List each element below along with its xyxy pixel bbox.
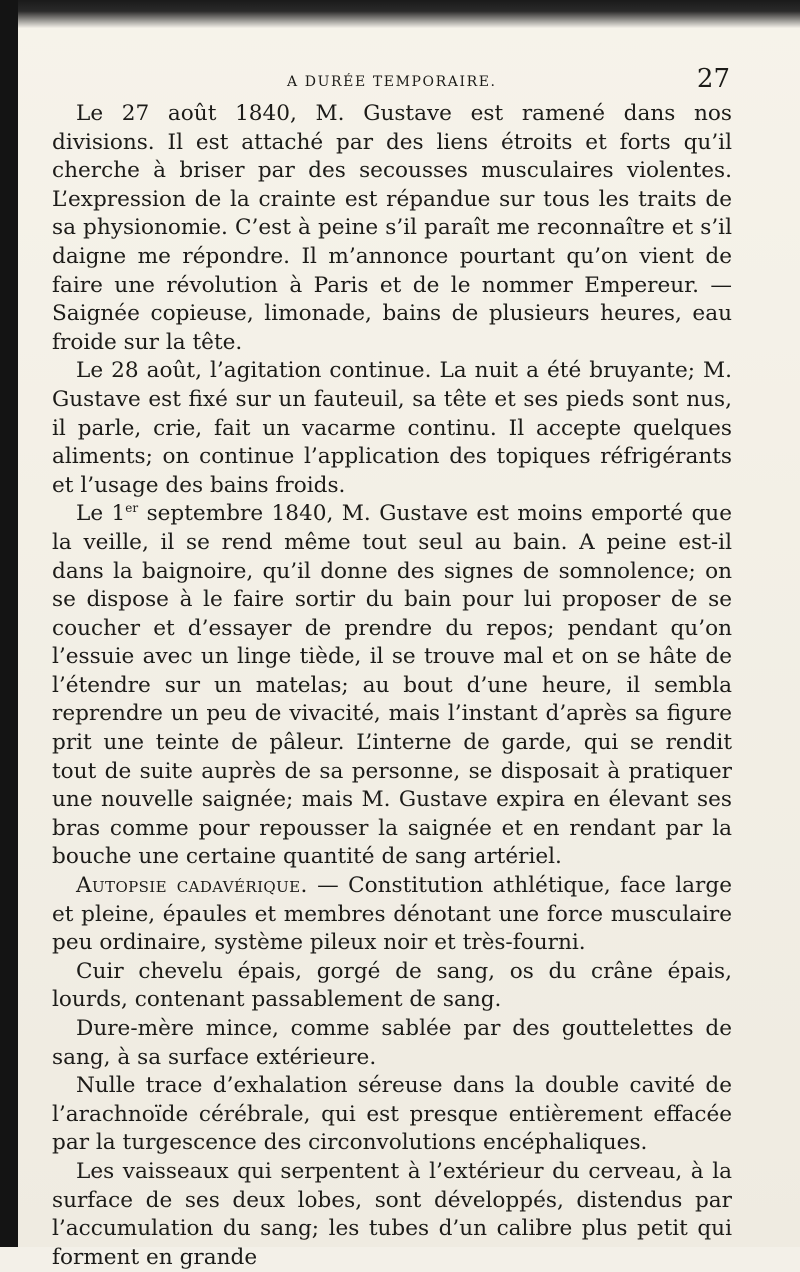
paragraph-2-text: Le 28 août, l’agitation continue. La nuit a été bruyante; M. Gustave est fixé sur un fauteuil, sa tête et ses pieds sont nus, il parle, crie, fait un vacarme continu. Il accepte quelques aliments; on continue l’application des topiques réfrigérants et l’usage des bains froids. <box>52 358 732 498</box>
paragraph-7-text: Nulle trace d’exhalation séreuse dans la double cavité de l’arachnoïde cérébrale, qui est presque entièrement effacée par la turgescence des circonvolutions encéphaliques. <box>52 1073 732 1156</box>
paragraph-8 <box>52 1158 732 1272</box>
paragraph-7 <box>52 1072 732 1158</box>
scan-top-border <box>0 0 800 28</box>
paragraph-1-text: Le 27 août 1840, M. Gustave est ramené dans nos divisions. Il est attaché par des liens étroits et forts qu’il cherche à briser par des secousses musculaires violentes. L’expression de la crainte est répandue sur tous les traits de sa physionomie. C’est à peine s’il paraît me reconnaître et s’il daigne me répondre. Il m’annonce pourtant qu’on vient de faire une révolution à Paris et de le nommer Empereur. — Saignée copieuse, limonade, bains de plusieurs heures, eau froide sur la tête. <box>52 101 732 355</box>
paragraph-5-text: Cuir chevelu épais, gorgé de sang, os du crâne épais, lourds, contenant passablement de sang. <box>52 958 732 1013</box>
paragraph-4 <box>52 872 732 958</box>
paragraph-3 <box>52 500 732 872</box>
paragraph-8-text: Les vaisseaux qui serpentent à l’extérieur du cerveau, à la surface de ses deux lobes, sont développés, distendus par l’accumulation du sang; les tubes d’un calibre plus petit qui forment en grande <box>52 1158 732 1270</box>
paragraph-6-text: Dure-mère mince, comme sablée par des gouttelettes de sang, à sa surface extérieure. <box>52 1016 732 1070</box>
autopsy-heading: Autopsie cadavérique. <box>76 873 308 899</box>
paragraph-3-superscript: er <box>125 501 139 516</box>
paragraph-4-text: — Constitution athlétique, face large et pleine, épaules et membres dénotant une force musculaire peu ordinaire, système pileux noir et très-fourni. <box>52 873 732 956</box>
running-header <box>52 62 732 102</box>
paragraph-1 <box>52 100 732 357</box>
page-number: 27 <box>696 64 730 94</box>
paragraph-6 <box>52 1015 732 1072</box>
paragraph-3-lead: Le 1 <box>76 501 126 527</box>
paragraph-5 <box>52 958 732 1015</box>
body-text <box>52 100 732 1272</box>
running-title: A DURÉE TEMPORAIRE. <box>287 74 497 90</box>
scan-left-border <box>0 0 18 1247</box>
paragraph-3-text: septembre 1840, M. Gustave est moins emporté que la veille, il se rend même tout seul au bain. A peine est-il dans la baignoire, qu’il donne des signes de somnolence; on se dispose à le faire sortir du bain pour lui proposer de se coucher et d’essayer de prendre du repos; pendant qu’on l’essuie avec un linge tiède, il se trouve mal et on se hâte de l’étendre sur un matelas; au bout d’une heure, il sembla reprendre un peu de vivacité, mais l’instant d’après sa figure prit une teinte de pâleur. L’interne de garde, qui se rendit tout de suite auprès de sa personne, se disposait à pratiquer une nouvelle saignée; mais M. Gustave expira en élevant ses bras comme pour repousser la saignée et en rendant par la bouche une certaine quantité de sang artériel. <box>52 501 732 870</box>
paragraph-2 <box>52 357 732 500</box>
